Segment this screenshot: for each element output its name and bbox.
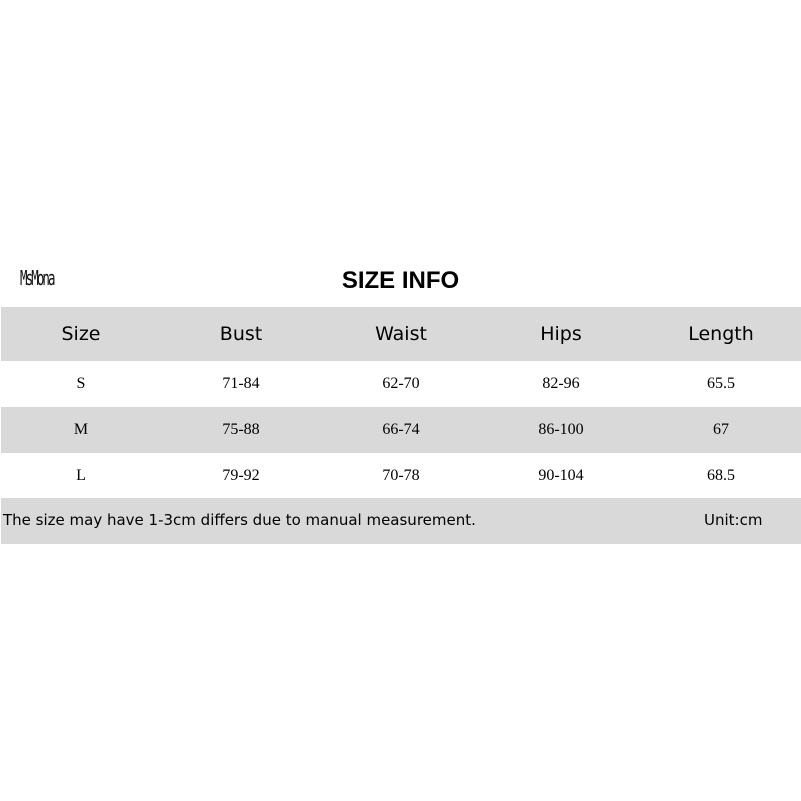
column-header-bust: Bust [219, 323, 263, 345]
page-title: SIZE INFO [341, 267, 460, 294]
length-cell: 68.5 [707, 467, 735, 484]
bust-cell: 75-88 [222, 421, 260, 438]
size-chart-table [1, 307, 801, 499]
bust-cell: 79-92 [222, 467, 260, 484]
table-header-row [1, 307, 801, 361]
length-cell: 65.5 [707, 375, 735, 392]
bust-cell: 71-84 [222, 375, 260, 392]
hips-cell: 82-96 [542, 375, 580, 392]
size-cell: L [76, 467, 86, 484]
column-header-waist: Waist [375, 323, 427, 345]
table-footer-row [1, 498, 801, 544]
table-row [1, 407, 801, 453]
hips-cell: 86-100 [538, 421, 584, 438]
brand-logo: MsMona [20, 266, 54, 290]
size-cell: S [76, 375, 86, 392]
waist-cell: 62-70 [382, 375, 420, 392]
size-cell: M [73, 421, 89, 438]
unit-label: Unit:cm [704, 511, 763, 529]
length-cell: 67 [713, 421, 729, 438]
hips-cell: 90-104 [538, 467, 584, 484]
table-row [1, 453, 801, 499]
waist-cell: 66-74 [382, 421, 420, 438]
measurement-note: The size may have 1-3cm differs due to manual measurement. [3, 511, 476, 529]
column-header-size: Size [61, 323, 101, 345]
column-header-length: Length [688, 323, 754, 345]
table-row [1, 361, 801, 407]
column-header-hips: Hips [540, 323, 582, 345]
waist-cell: 70-78 [382, 467, 420, 484]
